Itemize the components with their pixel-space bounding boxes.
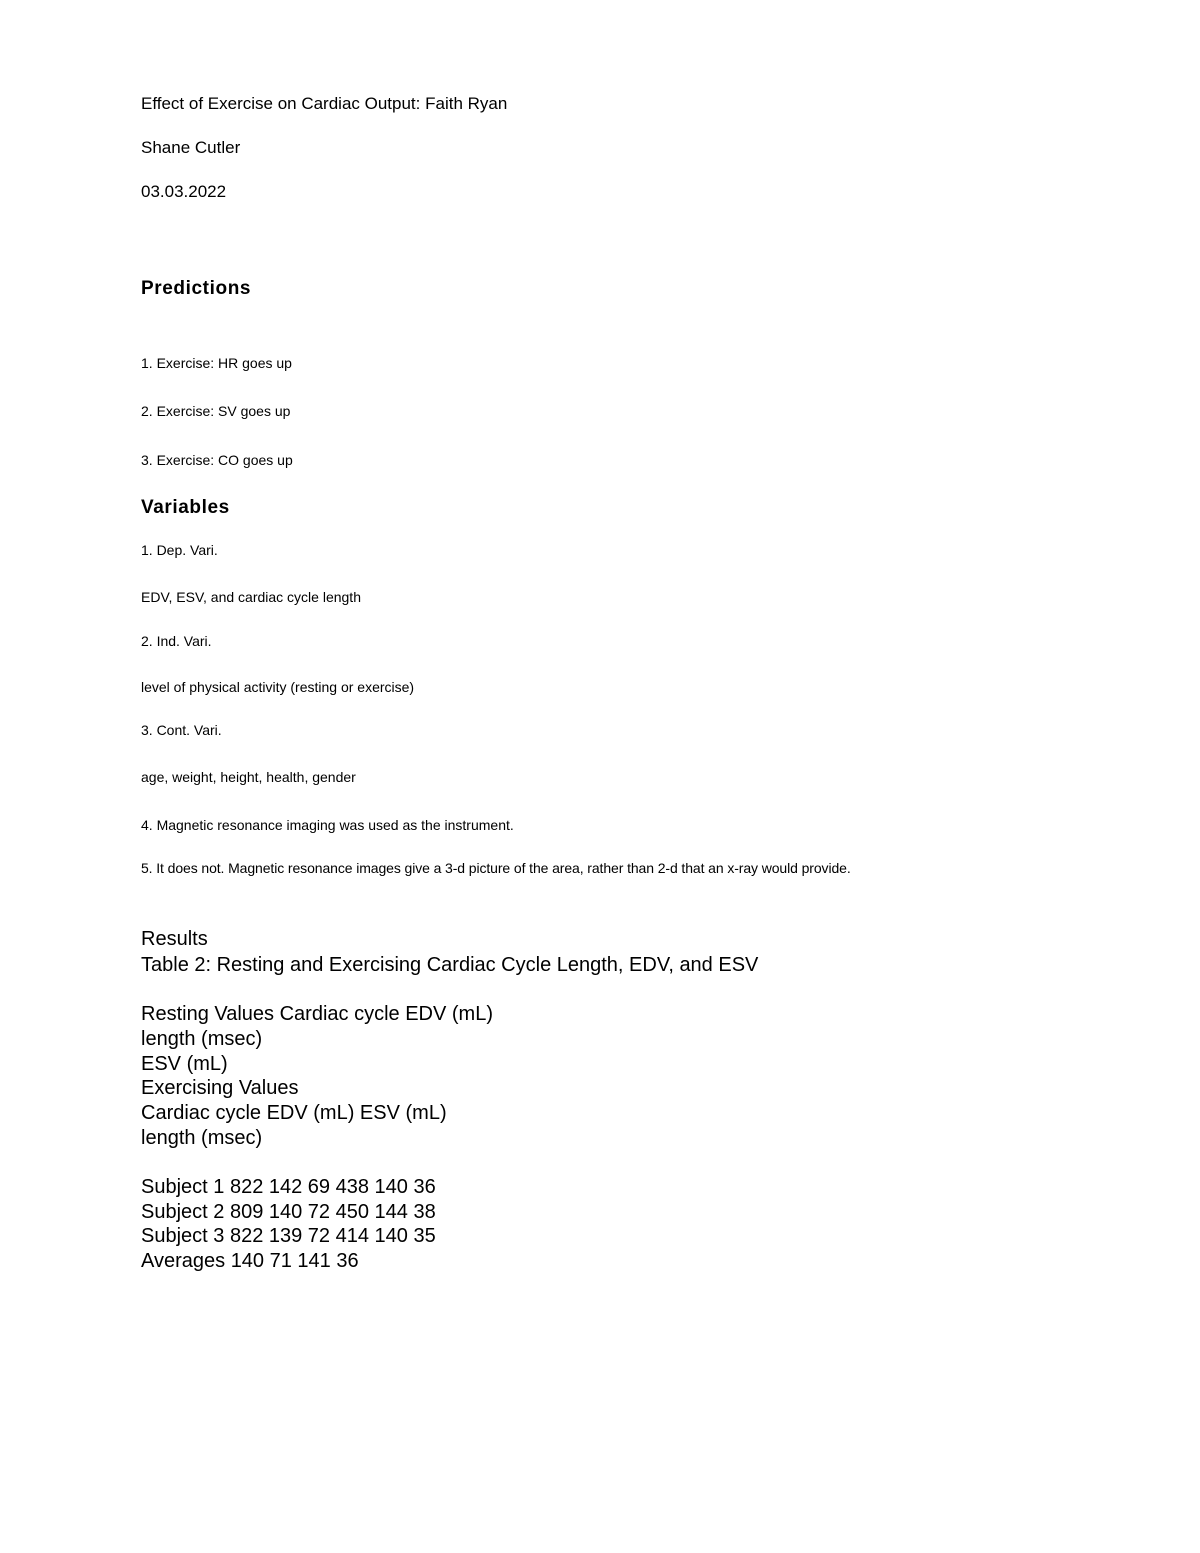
document-title: Effect of Exercise on Cardiac Output: Faith Ryan [141, 94, 508, 113]
variables-item-4: 4. Magnetic resonance imaging was used as the instrument. [141, 817, 514, 833]
controlled-variable-label: 3. Cont. Vari. [141, 722, 222, 738]
dependent-variable-label: 1. Dep. Vari. [141, 542, 218, 558]
variables-item-5: 5. It does not. Magnetic resonance images give a 3-d picture of the area, rather than 2-d that an x-ray would provide. [141, 860, 851, 876]
independent-variable-label: 2. Ind. Vari. [141, 633, 212, 649]
table-header-line: Resting Values Cardiac cycle EDV (mL) [141, 1003, 493, 1025]
author-name: Shane Cutler [141, 138, 241, 157]
prediction-item: 3. Exercise: CO goes up [141, 452, 293, 468]
independent-variable-value: level of physical activity (resting or exercise) [141, 679, 415, 695]
prediction-item: 1. Exercise: HR goes up [141, 355, 292, 371]
prediction-item: 2. Exercise: SV goes up [141, 403, 291, 419]
dependent-variable-value: EDV, ESV, and cardiac cycle length [141, 589, 361, 605]
predictions-heading: Predictions [141, 278, 252, 299]
table-header-line: length (msec) [141, 1028, 263, 1050]
table-title: Table 2: Resting and Exercising Cardiac Cycle Length, EDV, and ESV [141, 954, 759, 976]
results-heading: Results [141, 928, 208, 950]
table-row: Subject 3 822 139 72 414 140 35 [141, 1225, 436, 1247]
table-header-line: Cardiac cycle EDV (mL) ESV (mL) [141, 1102, 447, 1124]
table-row: Subject 2 809 140 72 450 144 38 [141, 1201, 436, 1223]
table-header-line: ESV (mL) [141, 1053, 228, 1075]
document-date: 03.03.2022 [141, 182, 227, 201]
variables-heading: Variables [141, 497, 230, 518]
table-header-line: Exercising Values [141, 1077, 299, 1099]
table-row: Subject 1 822 142 69 438 140 36 [141, 1176, 436, 1198]
table-header-line: length (msec) [141, 1127, 263, 1149]
controlled-variable-value: age, weight, height, health, gender [141, 769, 356, 785]
table-row: Averages 140 71 141 36 [141, 1250, 359, 1272]
